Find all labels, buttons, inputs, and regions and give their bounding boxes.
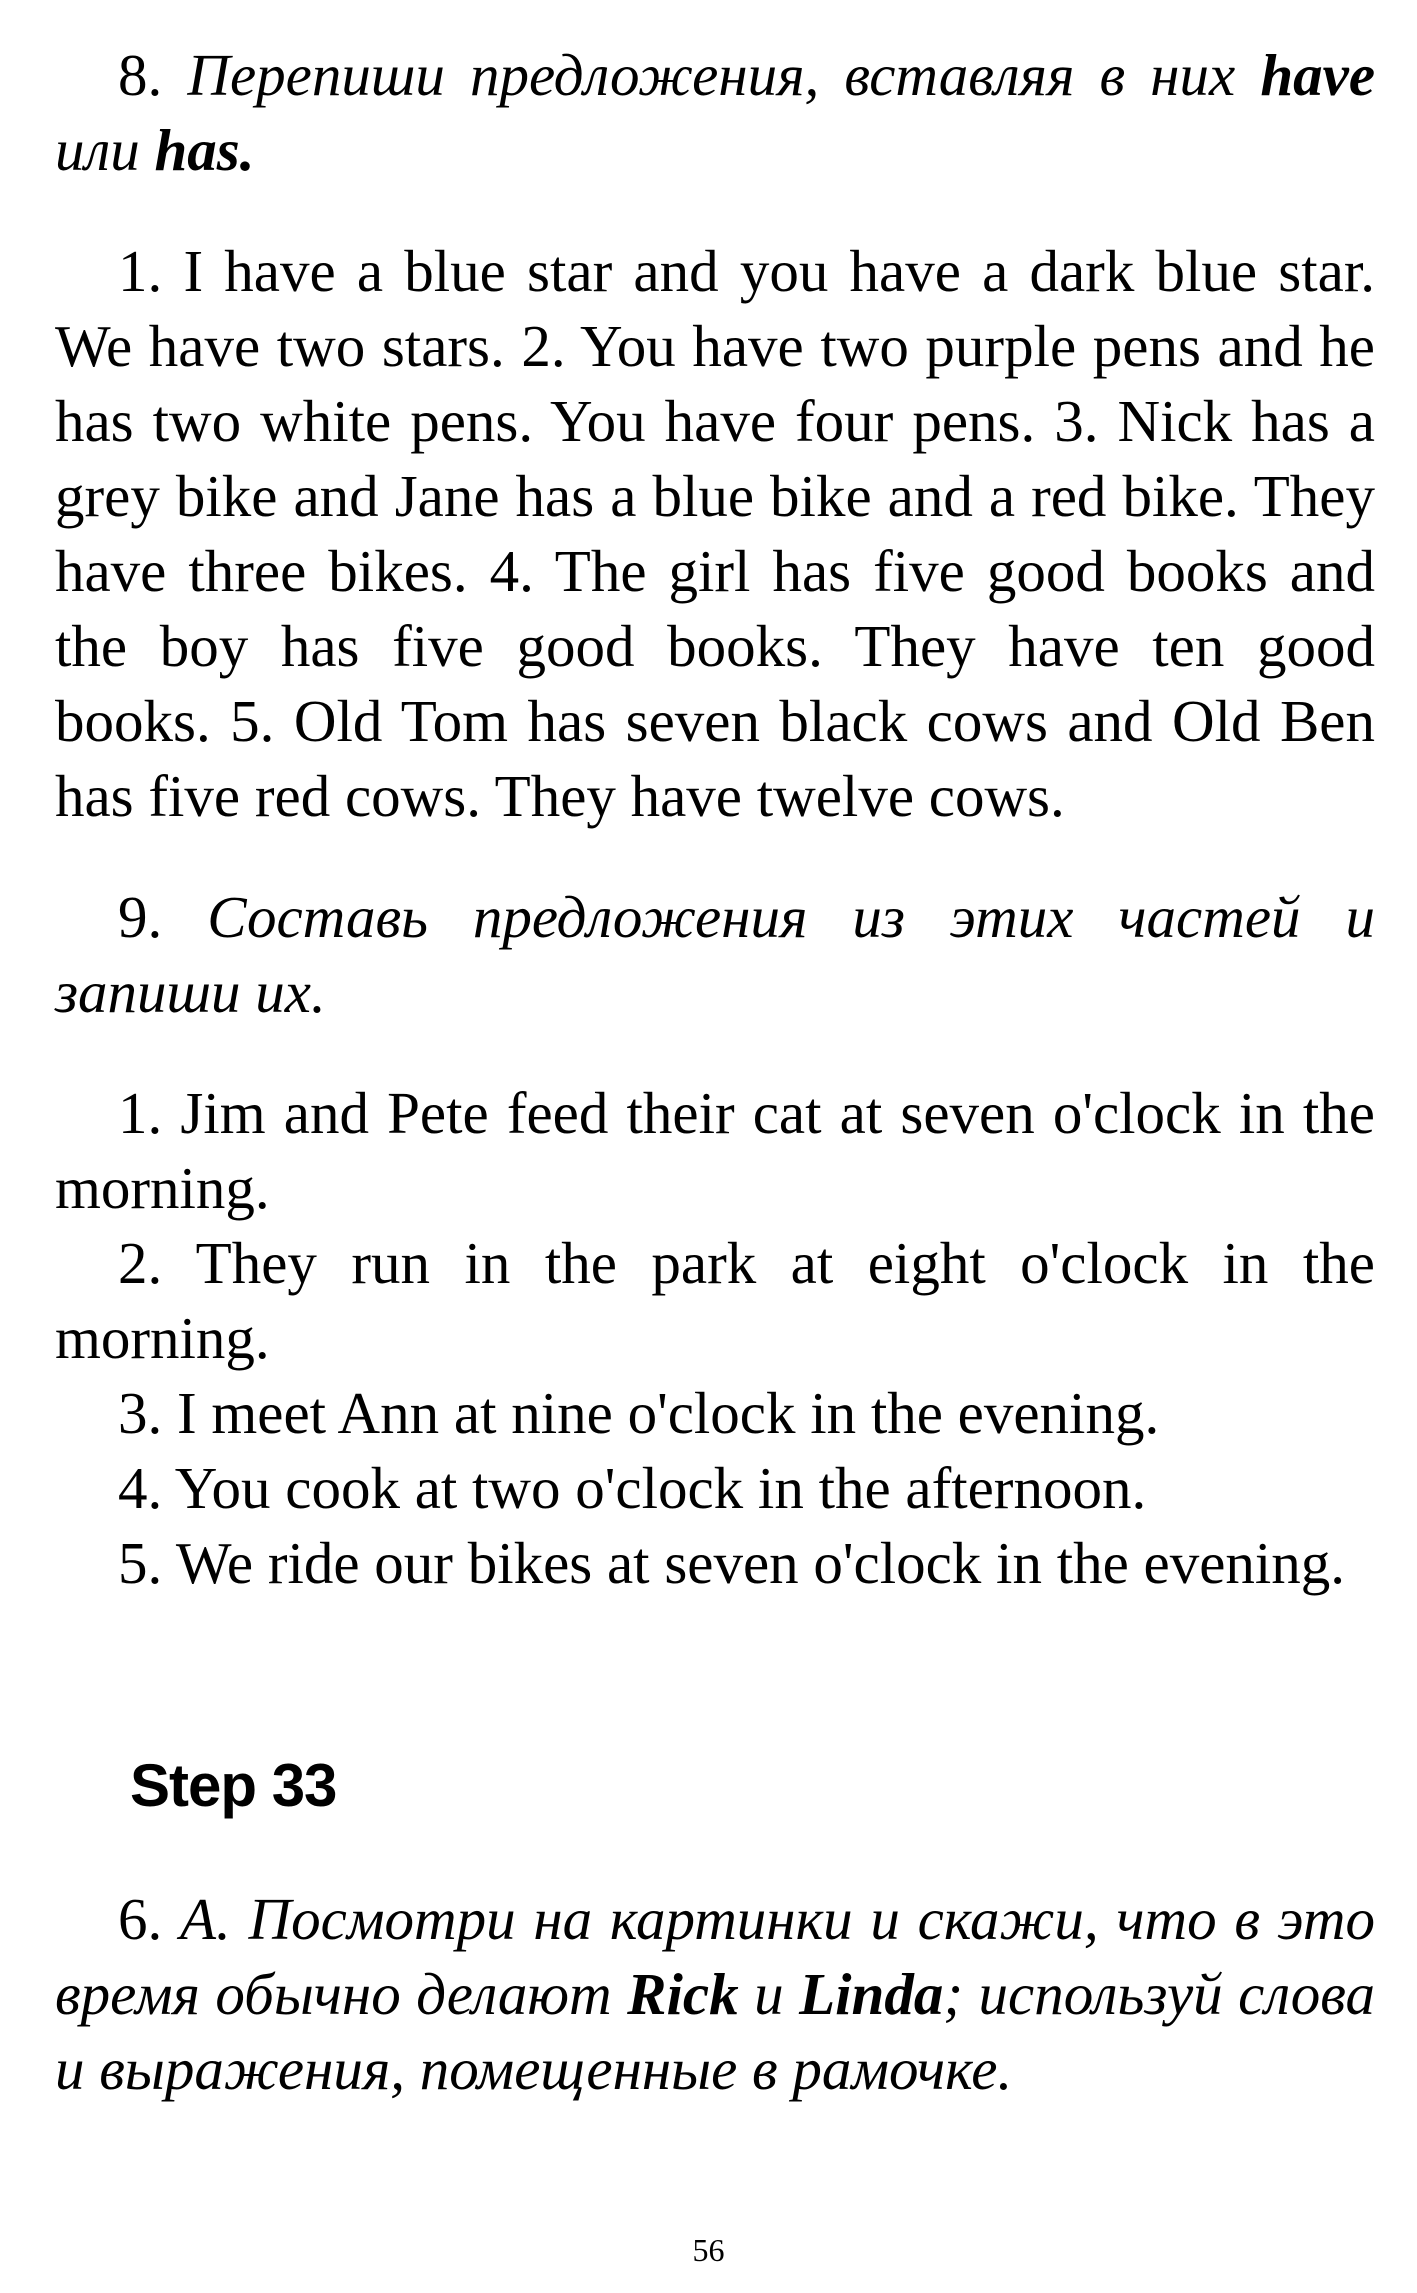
- list-item: 4. You cook at two o'clock in the afternoon.: [118, 1455, 1147, 1521]
- name-linda: Linda: [799, 1961, 944, 2027]
- task-8-number: 8.: [118, 42, 163, 108]
- task-9-instruction-text: Составь предложения из этих частей и запиши их.: [55, 884, 1375, 1025]
- task-6-instruction-text: Посмотри на картинки и скажи, что в это время обычно делают: [55, 1886, 1376, 2027]
- list-item: 2. They run in the park at eight o'clock in the morning.: [55, 1230, 1375, 1371]
- task-6-instruction-end: ; используй слова и выражения, помещенные в рамочке.: [55, 1961, 1375, 2102]
- task-9-number: 9.: [118, 884, 163, 950]
- task-8-instruction-text: Перепиши предложения, вставляя в них: [187, 42, 1236, 108]
- word-and: и: [754, 1961, 784, 2027]
- list-item: 1. Jim and Pete feed their cat at seven o'clock in the morning.: [55, 1080, 1375, 1221]
- task-8-text: 1. I have a blue star and you have a dark blue star. We have two stars. 2. You have two purple pens and he has two white pens. You have four pens. 3. Nick has a grey bike and Jane has a blue bike and a red bike. They have three bikes. 4. The girl has five good books and the boy has five good books. They have ten good books. 5. Old Tom has seven black cows and Old Ben has five red cows. They have twelve cows.: [55, 238, 1375, 829]
- keyword-have: have: [1260, 42, 1375, 108]
- page-number: 56: [692, 2232, 725, 2268]
- keyword-has: has: [154, 117, 240, 183]
- instruction-period: .: [239, 117, 255, 183]
- name-rick: Rick: [627, 1961, 739, 2027]
- list-item: 5. We ride our bikes at seven o'clock in the evening.: [118, 1530, 1346, 1596]
- task-9-instruction: [55, 880, 1375, 1030]
- list-item: 3. I meet Ann at nine o'clock in the evening.: [118, 1380, 1160, 1446]
- step-heading: Step 33: [130, 1752, 337, 1819]
- task-6-number: 6.: [118, 1886, 163, 1952]
- textbook-page: [55, 38, 1375, 2107]
- word-or: или: [55, 117, 140, 183]
- task-8-instruction: [55, 38, 1375, 188]
- task-6-instruction: [55, 1882, 1375, 2107]
- task-6-part: А.: [180, 1886, 231, 1952]
